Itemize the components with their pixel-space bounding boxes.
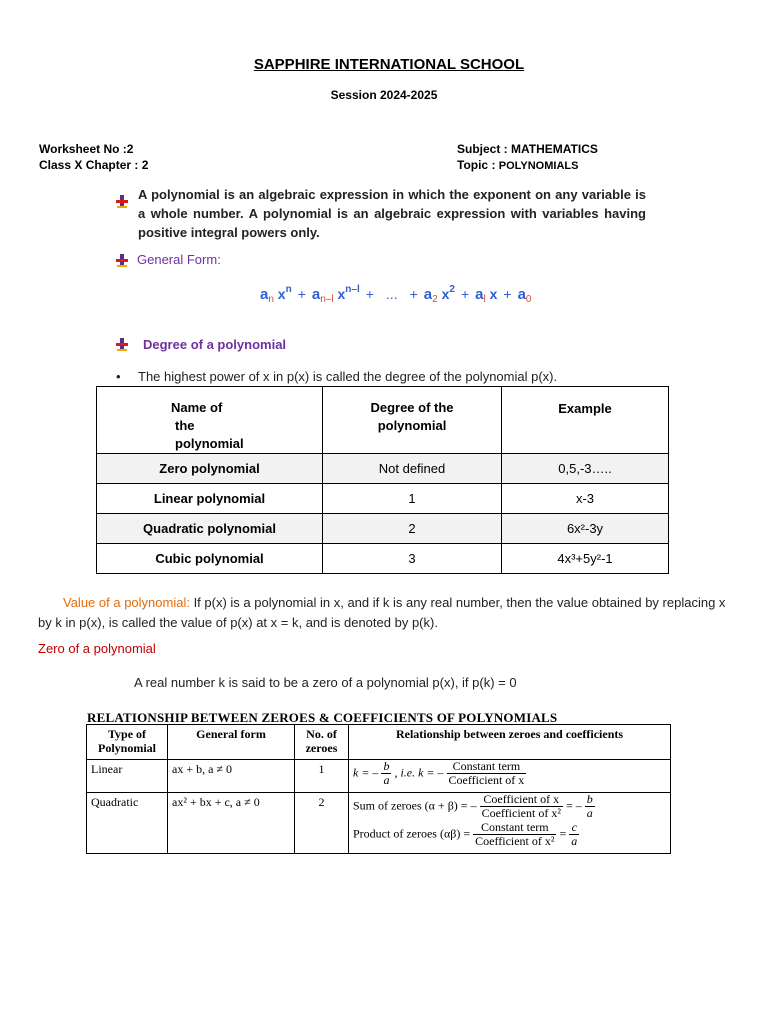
formula-term xyxy=(380,286,404,302)
relationship-row-quadratic: Quadratic ax² + bx + c, a ≠ 0 2 Sum of zeroes (α + β) = – $\frac{\text{Coefficient of x}}{\text{Coefficient of x²}}$ = – $\frac{b}{a}$ Product of zeroes (αβ) = $\frac{\text{Constant term}}{\text{Coefficient of x²}}$ = $\frac{c}{a}$ xyxy=(87,793,671,854)
formula-coef: a xyxy=(311,286,321,303)
linear-relationship: k = – $\frac{b}{a}$ , i.e. k = – $\frac{\text{Constant term}}{\text{Coefficient of x}}$ xyxy=(349,760,671,793)
topic-label: Topic : xyxy=(457,158,499,172)
header-cell-name: Name of the polynomial xyxy=(97,387,323,454)
header-cell-example: Example xyxy=(502,387,669,454)
formula-variable: x xyxy=(437,286,450,302)
relationship-row-linear: Linear ax + b, a ≠ 0 1 k = – $\frac{b}{a}$ , i.e. k = – $\frac{\text{Constant term}}{\text{Coefficient of x}}$ xyxy=(87,760,671,793)
formula-power: n xyxy=(285,284,292,295)
degree-bullet-dot: • xyxy=(116,369,121,384)
worksheet-meta-left xyxy=(39,141,148,173)
formula-coef: a xyxy=(260,286,269,303)
degree-table xyxy=(96,386,669,574)
formula-term xyxy=(311,284,360,305)
topic-line xyxy=(457,157,598,174)
formula-subscript: 0 xyxy=(525,294,532,305)
table-row: Quadratic polynomial 2 6x²-3y xyxy=(97,514,669,544)
formula-term xyxy=(475,286,498,305)
formula-plus: + xyxy=(409,286,418,302)
worksheet-number: Worksheet No :2 xyxy=(39,142,134,156)
value-paragraph xyxy=(38,593,728,633)
formula-subscript: l xyxy=(483,294,486,305)
class-chapter: Class X Chapter : 2 xyxy=(39,158,149,172)
formula-subscript: n xyxy=(268,294,274,305)
school-title: SAPPHIRE INTERNATIONAL SCHOOL xyxy=(253,56,525,73)
session-label: Session 2024-2025 xyxy=(330,88,438,102)
general-form-formula xyxy=(260,284,531,305)
formula-term xyxy=(423,284,455,305)
formula-coef: a xyxy=(423,286,433,303)
zero-text: A real number k is said to be a zero of a polynomial p(x), if p(k) = 0 xyxy=(134,675,517,690)
formula-plus: + xyxy=(365,286,374,302)
formula-variable: x xyxy=(273,286,286,302)
topic-value: POLYNOMIALS xyxy=(498,160,579,172)
formula-subscript: n–l xyxy=(320,294,334,305)
pin-bullet-icon xyxy=(116,254,128,267)
degree-table-header xyxy=(97,387,669,454)
quadratic-relationship: Sum of zeroes (α + β) = – $\frac{\text{Coefficient of x}}{\text{Coefficient of x²}}$ = – $\frac{b}{a}$ Product of zeroes (αβ) = $\frac{\text{Constant term}}{\text{Coefficient of x²}}$ = $\frac{c}{a}$ xyxy=(349,793,671,854)
formula-plus: + xyxy=(503,286,512,302)
general-form-label: General Form: xyxy=(137,252,221,267)
formula-coef: a xyxy=(517,286,526,303)
degree-heading: Degree of a polynomial xyxy=(143,337,287,352)
table-row: Linear polynomial 1 x-3 xyxy=(97,484,669,514)
formula-plus: + xyxy=(460,286,470,302)
formula-term xyxy=(260,284,292,305)
relationship-title: RELATIONSHIP BETWEEN ZEROES & COEFFICIENTS OF POLYNOMIALS xyxy=(87,710,558,725)
intro-paragraph: A polynomial is an algebraic expression in which the exponent on any variable is a whole number. A polynomial is an algebraic expression with variables having positive integral powers only. xyxy=(138,187,646,240)
pin-bullet-icon xyxy=(116,195,128,208)
formula-power: 2 xyxy=(449,284,455,295)
zero-heading: Zero of a polynomial xyxy=(38,641,156,656)
formula-plus: + xyxy=(297,286,306,302)
formula-coef: a xyxy=(475,286,484,303)
relationship-table xyxy=(86,724,671,854)
header-cell-degree: Degree of the polynomial xyxy=(323,387,502,454)
pin-bullet-icon xyxy=(116,338,128,351)
relationship-header: Type of Polynomial General form No. of zeroes Relationship between zeroes and coefficients xyxy=(87,725,671,760)
table-row: Cubic polynomial 3 4x³+5y²-1 xyxy=(97,544,669,574)
table-row: Zero polynomial Not defined 0,5,-3….. xyxy=(97,454,669,484)
formula-variable: x xyxy=(485,286,498,302)
formula-ellipsis: ... xyxy=(385,286,398,302)
subject-label: Subject : MATHEMATICS xyxy=(457,142,598,156)
formula-subscript: 2 xyxy=(432,294,438,305)
formula-term xyxy=(517,286,532,305)
degree-bullet-text: The highest power of x in p(x) is called the degree of the polynomial p(x). xyxy=(138,369,558,384)
formula-variable: x xyxy=(333,286,346,302)
formula-power: n–l xyxy=(345,284,360,295)
value-text: If p(x) is a polynomial in x, and if k is any real number, then the value obtained by replacing x by k in p(x), is called the value of p(x) at x = k, and is denoted by p(k). xyxy=(38,595,726,630)
worksheet-meta-right xyxy=(457,141,598,174)
value-label: Value of a polynomial: xyxy=(63,595,190,610)
